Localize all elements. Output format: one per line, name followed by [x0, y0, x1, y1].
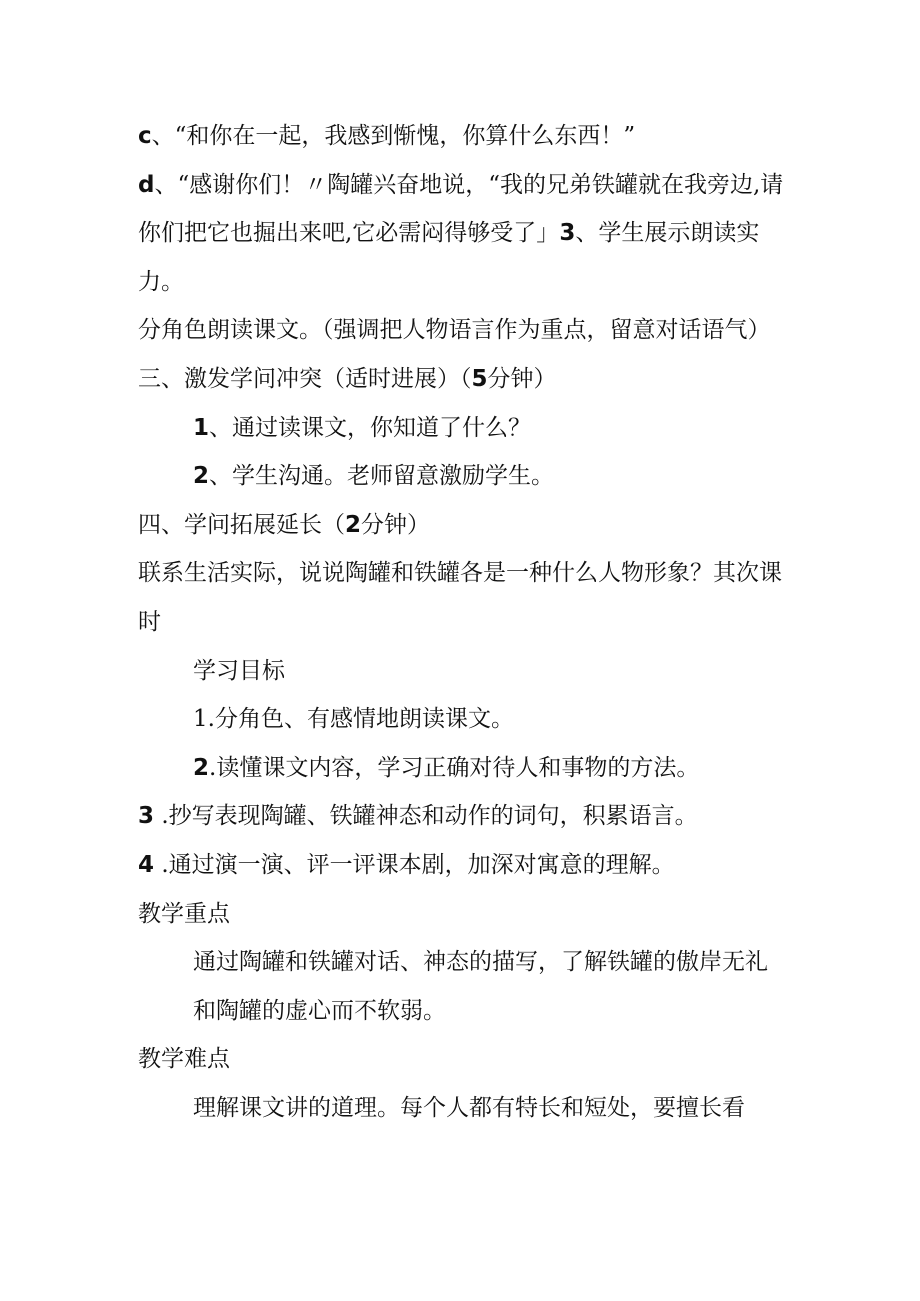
goal-number: 2 — [193, 754, 210, 781]
paragraph-role-reading: 分角色朗读课文。（强调把人物语言作为重点，留意对话语气） — [138, 317, 771, 344]
paragraph-life-connection: 联系生活实际，说说陶罐和铁罐各是一种什么人物形象？其次课时 — [138, 560, 782, 635]
goal-2 — [138, 744, 788, 793]
goal-1: 1.分角色、有感情地朗读课文。 — [193, 706, 514, 733]
paragraph-text: 、学生展示朗读实力。 — [138, 220, 760, 295]
heading-text: 四、学问拓展延长（ — [138, 511, 345, 538]
heading-teaching-focus: 教学重点 — [138, 900, 230, 927]
heading-text: 分钟） — [487, 365, 557, 392]
step-1 — [138, 404, 788, 453]
paragraph-option-d — [138, 161, 788, 307]
goal-text: .通过演一演、评一评课本剧，加深对寓意的理解。 — [154, 851, 675, 878]
minutes-number: 2 — [345, 511, 362, 538]
goal-text: .抄写表现陶罐、铁罐神态和动作的词句，积累语言。 — [154, 803, 698, 830]
section-heading-4 — [138, 501, 788, 550]
step-text: 、学生沟通。老师留意激励学生。 — [209, 463, 555, 490]
goal-number: 3 — [138, 803, 155, 830]
paragraph-teaching-difficulty: 理解课文讲的道理。每个人都有特长和短处，要擅长看 — [193, 1094, 745, 1121]
step-number: 3 — [559, 220, 576, 247]
heading-learning-goals: 学习目标 — [193, 657, 285, 684]
goal-4 — [138, 841, 788, 890]
goal-text: .读懂课文内容，学习正确对待人和事物的方法。 — [209, 754, 700, 781]
option-marker: d — [138, 171, 155, 198]
document-page — [138, 112, 788, 1132]
option-marker: c — [138, 123, 152, 149]
step-2 — [138, 452, 788, 501]
heading-text: 分钟） — [361, 511, 431, 538]
paragraph-text: 、“感谢你们！〃陶罐兴奋地说，“我的兄弟铁罐就在我旁边,请你们把它也掘出来吧,它必需闷得够受了」 — [138, 171, 784, 247]
paragraph-teaching-focus: 通过陶罐和铁罐对话、神态的描写，了解铁罐的傲岸无礼和陶罐的虚心而不软弱。 — [193, 949, 768, 1024]
paragraph-option-c — [138, 112, 788, 161]
section-heading-3 — [138, 355, 788, 404]
goal-number: 4 — [138, 851, 155, 878]
heading-text: 三、激发学问冲突（适时进展）（ — [138, 365, 472, 392]
goal-3 — [138, 792, 788, 841]
step-number: 1 — [193, 414, 210, 441]
step-number: 2 — [193, 463, 210, 490]
minutes-number: 5 — [471, 365, 488, 392]
step-text: 、通过读课文，你知道了什么？ — [209, 414, 532, 441]
paragraph-text: 、“和你在一起，我感到惭愧，你算什么东西！” — [151, 123, 636, 149]
heading-teaching-difficulty: 教学难点 — [138, 1046, 230, 1073]
